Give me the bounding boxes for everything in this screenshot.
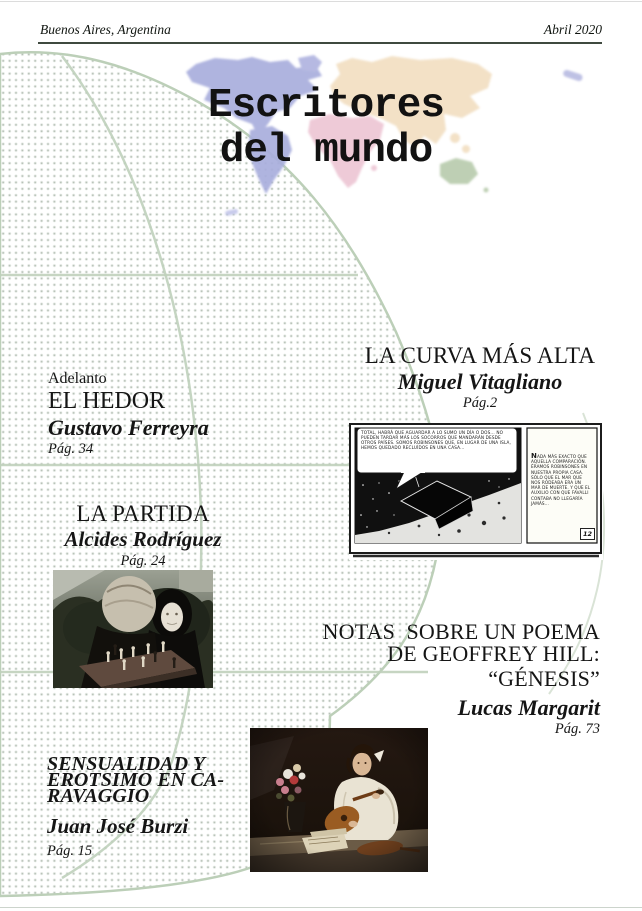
- article-title-line: EROTSIMO EN CA-: [47, 768, 225, 791]
- article-title: LA CURVA MÁS ALTA: [364, 343, 596, 368]
- article-author: Juan José Burzi: [47, 814, 189, 839]
- chess-photo: [53, 570, 213, 688]
- comic-speech-bubble-text: TOTAL, HABRÁ QUE AGUARDAR A LO SUMO UN DÍA O DOS... NO PUEDEN TARDAR MÁS LOS SOCORROS QUE MANDARÁN DESDE OTROS PAÍSES. SOMOS ROBINSONES QUE, EN LUGAR DE UNA ISLA, HEMOS QUEDADO RECLUÍDOS EN UNA CASA...: [361, 430, 512, 450]
- article-page: Pág. 24: [120, 553, 166, 569]
- article-title: EL HEDOR: [48, 388, 166, 414]
- article-title-line: DE GEOFFREY HILL:: [387, 640, 600, 666]
- article-title-line: “GÉNESIS”: [488, 666, 600, 691]
- masthead-place: Buenos Aires, Argentina: [40, 22, 171, 37]
- article-author: Miguel Vitagliano: [397, 369, 563, 394]
- article-title-line: SENSUALIDAD Y: [47, 753, 206, 775]
- comic-caption-text: NADA MÁS EXACTO QUE AQUELLA COMPARACIÓN. ÉRAMOS ROBINSONES EN NUESTRA PROPIA CASA. SÓLO QUE EL MAR QUE NOS RODEABA ERA UN MAR DE MUERTE. Y QUE EL AUXILIO CON QUE FAVALLI CONTABA NO LLEGARÍA JAMÁS...: [531, 452, 591, 506]
- article-el-hedor: [48, 369, 288, 458]
- article-author: Gustavo Ferreyra: [48, 415, 209, 440]
- article-kicker: Adelanto: [48, 370, 107, 387]
- article-page: Pág. 73: [554, 720, 600, 737]
- map-new-zealand: [484, 188, 489, 193]
- article-title: LA PARTIDA: [76, 501, 210, 526]
- magazine-logo: [146, 84, 506, 174]
- article-la-partida: [30, 501, 256, 570]
- article-page: Pág.2: [462, 395, 498, 411]
- article-notas-geoffrey-hill: [290, 621, 600, 738]
- comic-panel-image: [349, 423, 603, 560]
- caravaggio-painting: [250, 728, 428, 872]
- article-title-line: RAVAGGIO: [47, 784, 150, 807]
- map-island-fragment: [562, 69, 583, 82]
- masthead-date: Abril 2020: [543, 22, 602, 37]
- logo-line-1: Escritores: [207, 83, 445, 129]
- article-page: Pág. 15: [47, 843, 93, 860]
- masthead-rule: [38, 42, 602, 44]
- article-author: Lucas Margarit: [457, 694, 600, 720]
- article-author: Alcides Rodríguez: [64, 527, 222, 551]
- logo-line-2: del mundo: [219, 128, 433, 174]
- page-edge-top: [0, 1, 642, 2]
- article-caravaggio-essay: [47, 753, 265, 860]
- article-title-line: NOTAS SOBRE UN POEMA: [322, 619, 600, 644]
- article-page: Pág. 34: [48, 441, 94, 457]
- comic-panel-number: 12: [580, 528, 595, 540]
- page-edge-bottom: [0, 907, 642, 908]
- article-la-curva: [330, 343, 630, 412]
